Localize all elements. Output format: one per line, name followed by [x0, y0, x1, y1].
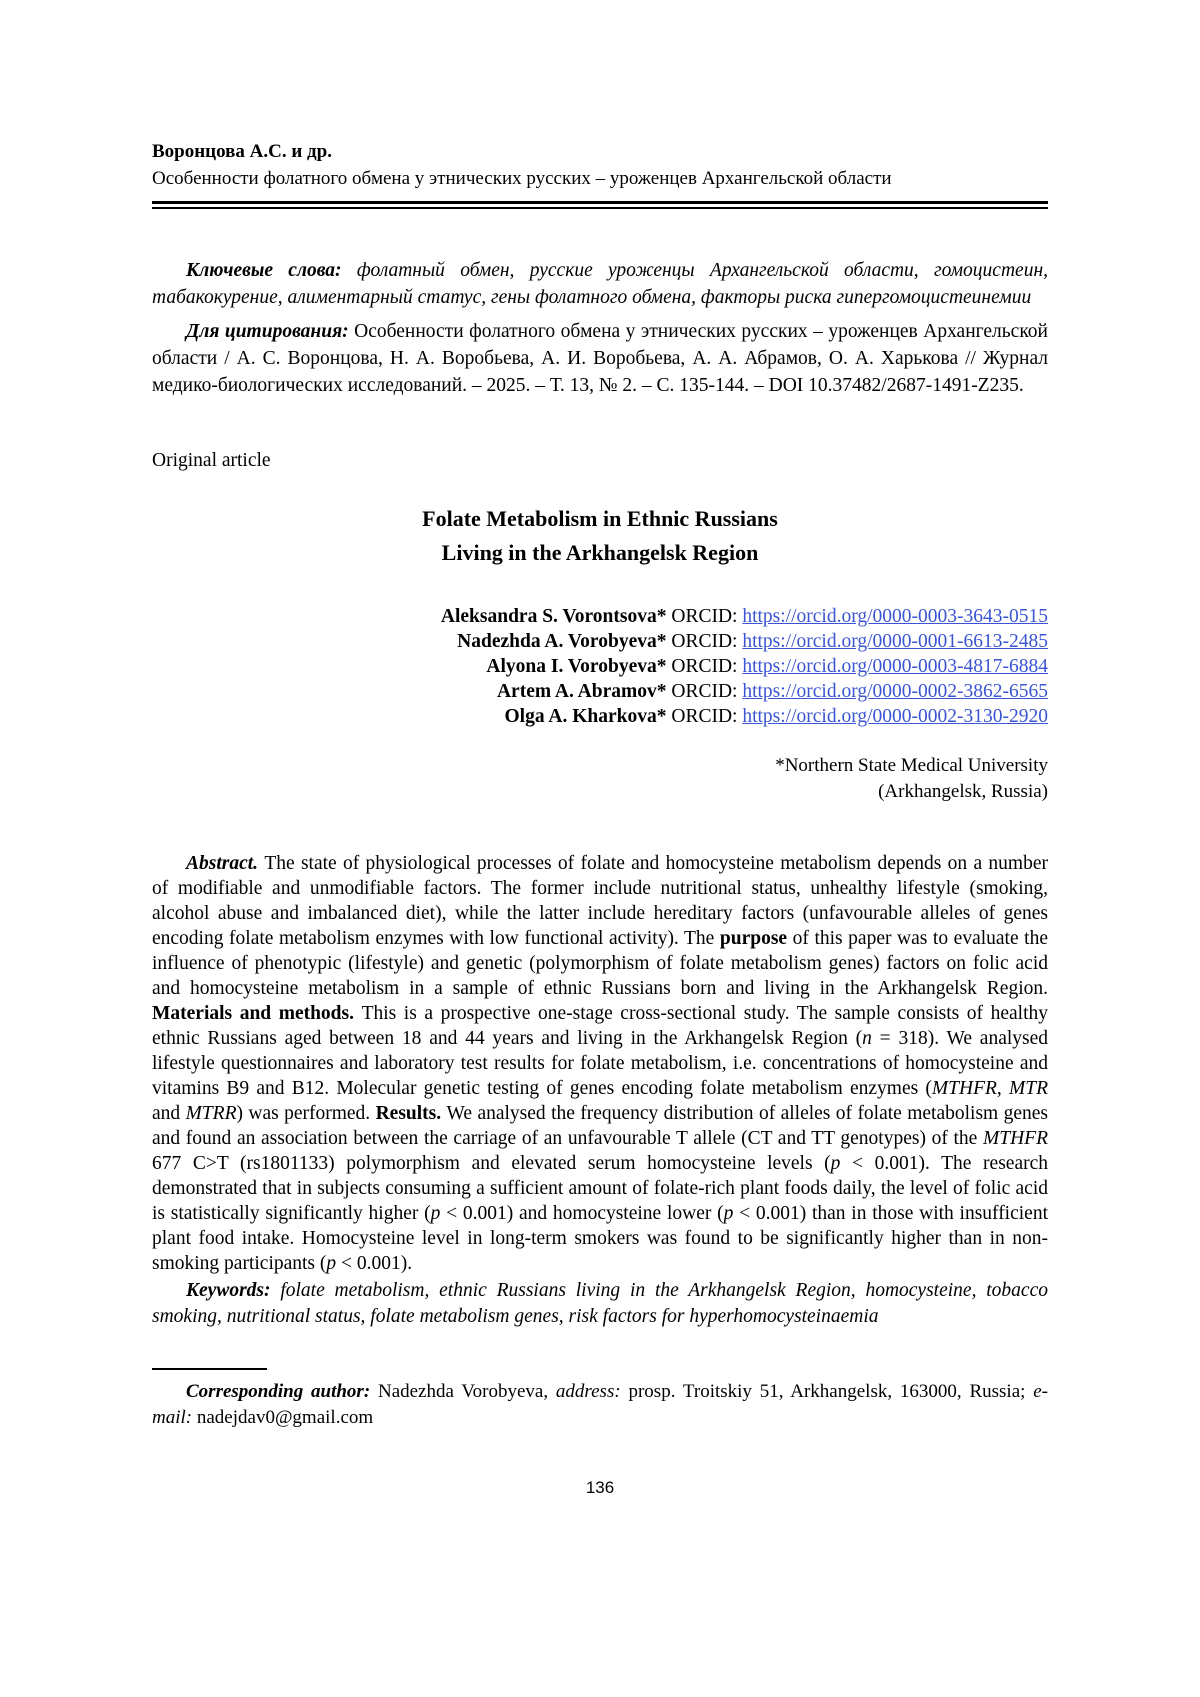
- text-run: We analysed the frequency distribution of alleles of folate metabolism genes and found an association between the carriage of an unfavourable T allele (CT and TT genotypes) of the: [152, 1103, 1049, 1149]
- text-run: = 318). We analysed lifestyle questionnaires and laboratory test results for folate metabolism, i.e. concentrations of homocysteine and vitamins B9 and B12. Molecular genetic testing of genes encoding folate metabolism enzymes (: [152, 1028, 1049, 1099]
- author-name: Olga A. Kharkova*: [504, 706, 667, 727]
- text-run: address:: [555, 1381, 629, 1402]
- text-run: e-mail:: [152, 1381, 1048, 1428]
- orcid-link[interactable]: https://orcid.org/0000-0003-4817-6884: [742, 656, 1048, 677]
- text-run: p: [430, 1203, 441, 1224]
- keywords-en-paragraph: [152, 1278, 1048, 1330]
- author-line: [152, 679, 1048, 704]
- text-run: ,: [996, 1078, 1009, 1099]
- author-line: [152, 654, 1048, 679]
- author-line: [152, 704, 1048, 729]
- orcid-label: ORCID:: [671, 656, 738, 677]
- text-run: Results.: [375, 1103, 447, 1124]
- corresponding-author-paragraph: [152, 1379, 1048, 1431]
- text-run: This is a prospective one-stage cross-sectional study. The sample consists of healthy ethnic Russians aged between 18 and 44 years and living in the Arkhangelsk Region (: [152, 1003, 1048, 1049]
- text-run: Keywords:: [186, 1280, 281, 1301]
- text-run: p: [723, 1203, 734, 1224]
- author-name: Aleksandra S. Vorontsova*: [440, 606, 667, 627]
- author-line: [152, 629, 1048, 654]
- text-run: of this paper was to evaluate the influence of phenotypic (lifestyle) and genetic (polymorphism of folate metabolism genes) factors on folic acid and homocysteine metabolism in a sample of ethnic Russians born and living in the Arkhangelsk Region.: [152, 928, 1048, 999]
- text-run: фолатный обмен, русские уроженцы Архангельской области, гомоцистеин, табакокурение, алиментарный статус, гены фолатного обмена, факторы риска гипергомоцистеинемии: [152, 260, 1048, 308]
- text-run: Для цитирования:: [186, 321, 355, 342]
- text-run: MTHFR: [931, 1078, 997, 1099]
- affiliation-line2: (Arkhangelsk, Russia): [878, 781, 1048, 802]
- text-run: < 0.001).: [336, 1253, 413, 1274]
- abstract-paragraph: [152, 851, 1048, 1276]
- author-name: Alyona I. Vorobyeva*: [486, 656, 667, 677]
- orcid-link[interactable]: https://orcid.org/0000-0001-6613-2485: [742, 631, 1048, 652]
- text-run: MTRR: [185, 1103, 237, 1124]
- text-run: Nadezhda Vorobyeva,: [377, 1381, 556, 1402]
- text-run: folate metabolism, ethnic Russians living in the Arkhangelsk Region, homocysteine, tobacco smoking, nutritional status, folate metabolism genes, risk factors for hyperhomocysteinaemia: [152, 1280, 1048, 1327]
- author-line: [152, 604, 1048, 629]
- affiliation: [152, 753, 1048, 805]
- footnote-separator-rule: [152, 1368, 267, 1370]
- orcid-link[interactable]: https://orcid.org/0000-0002-3130-2920: [742, 706, 1048, 727]
- text-run: prosp. Troitskiy 51, Arkhangelsk, 163000, Russia;: [628, 1381, 1034, 1402]
- running-head-authors: Воронцова А.С. и др.: [152, 141, 332, 162]
- author-name: Artem A. Abramov*: [496, 681, 667, 702]
- article-type-label: Original article: [152, 450, 271, 471]
- text-run: 677 C>T (rs1801133) polymorphism and elevated serum homocysteine levels (: [152, 1153, 831, 1174]
- article-title-line1: Folate Metabolism in Ethnic Russians: [422, 506, 778, 531]
- orcid-label: ORCID:: [671, 681, 738, 702]
- text-run: p: [830, 1153, 841, 1174]
- text-run: < 0.001) than in those with insufficient plant food intake. Homocysteine level in long-term smokers was found to be significantly higher than in non-smoking participants (: [152, 1203, 1048, 1274]
- text-run: MTR: [1009, 1078, 1048, 1099]
- orcid-label: ORCID:: [671, 706, 738, 727]
- text-run: < 0.001). The research demonstrated that in subjects consuming a sufficient amount of folate-rich plant foods daily, the level of folic acid is statistically significantly higher (: [152, 1153, 1048, 1224]
- article-title: [152, 502, 1048, 570]
- text-run: nadejdav0@gmail.com: [196, 1407, 374, 1428]
- keywords-ru-paragraph: [152, 257, 1048, 311]
- orcid-label: ORCID:: [671, 631, 738, 652]
- running-head-title: Особенности фолатного обмена у этнических русских – уроженцев Архангельской области: [152, 168, 892, 189]
- article-title-line2: Living in the Arkhangelsk Region: [441, 540, 759, 565]
- text-run: Особенности фолатного обмена у этнических русских – уроженцев Архангельской области / А. С. Воронцова, Н. А. Воробьева, А. И. Воробьева, А. А. Абрамов, О. А. Харькова // Журнал медико-биологических исследований. – 2025. – Т. 13, № 2. – С. 135-144. – DOI 10.37482/2687-1491-Z235.: [152, 321, 1048, 396]
- citation-paragraph: [152, 318, 1048, 399]
- text-run: < 0.001) and homocysteine lower (: [440, 1203, 724, 1224]
- orcid-label: ORCID:: [671, 606, 738, 627]
- text-run: MTHFR: [983, 1128, 1048, 1149]
- text-run: Materials and methods.: [152, 1003, 362, 1024]
- text-run: ) was performed.: [236, 1103, 376, 1124]
- page-number: 136: [585, 1478, 615, 1497]
- text-run: purpose: [719, 928, 788, 949]
- authors-block: [152, 604, 1048, 729]
- text-run: Ключевые слова:: [186, 260, 357, 281]
- orcid-link[interactable]: https://orcid.org/0000-0003-3643-0515: [742, 606, 1048, 627]
- text-run: Corresponding author:: [186, 1381, 378, 1402]
- text-run: p: [326, 1253, 337, 1274]
- author-name: Nadezhda A. Vorobyeva*: [457, 631, 667, 652]
- affiliation-line1: *Northern State Medical University: [775, 755, 1048, 776]
- text-run: n: [862, 1028, 872, 1049]
- text-run: and: [152, 1103, 186, 1124]
- orcid-link[interactable]: https://orcid.org/0000-0002-3862-6565: [742, 681, 1048, 702]
- running-head: [152, 138, 1048, 192]
- text-run: The state of physiological processes of folate and homocysteine metabolism depends on a number of modifiable and unmodifiable factors. The former include nutritional status, unhealthy lifestyle (smoking, alcohol abuse and imbalanced diet), while the latter include hereditary factors (unfavourable alleles of genes encoding folate metabolism enzymes with low functional activity). The: [152, 853, 1048, 949]
- text-run: Abstract.: [186, 853, 265, 874]
- header-double-rule: [152, 201, 1048, 209]
